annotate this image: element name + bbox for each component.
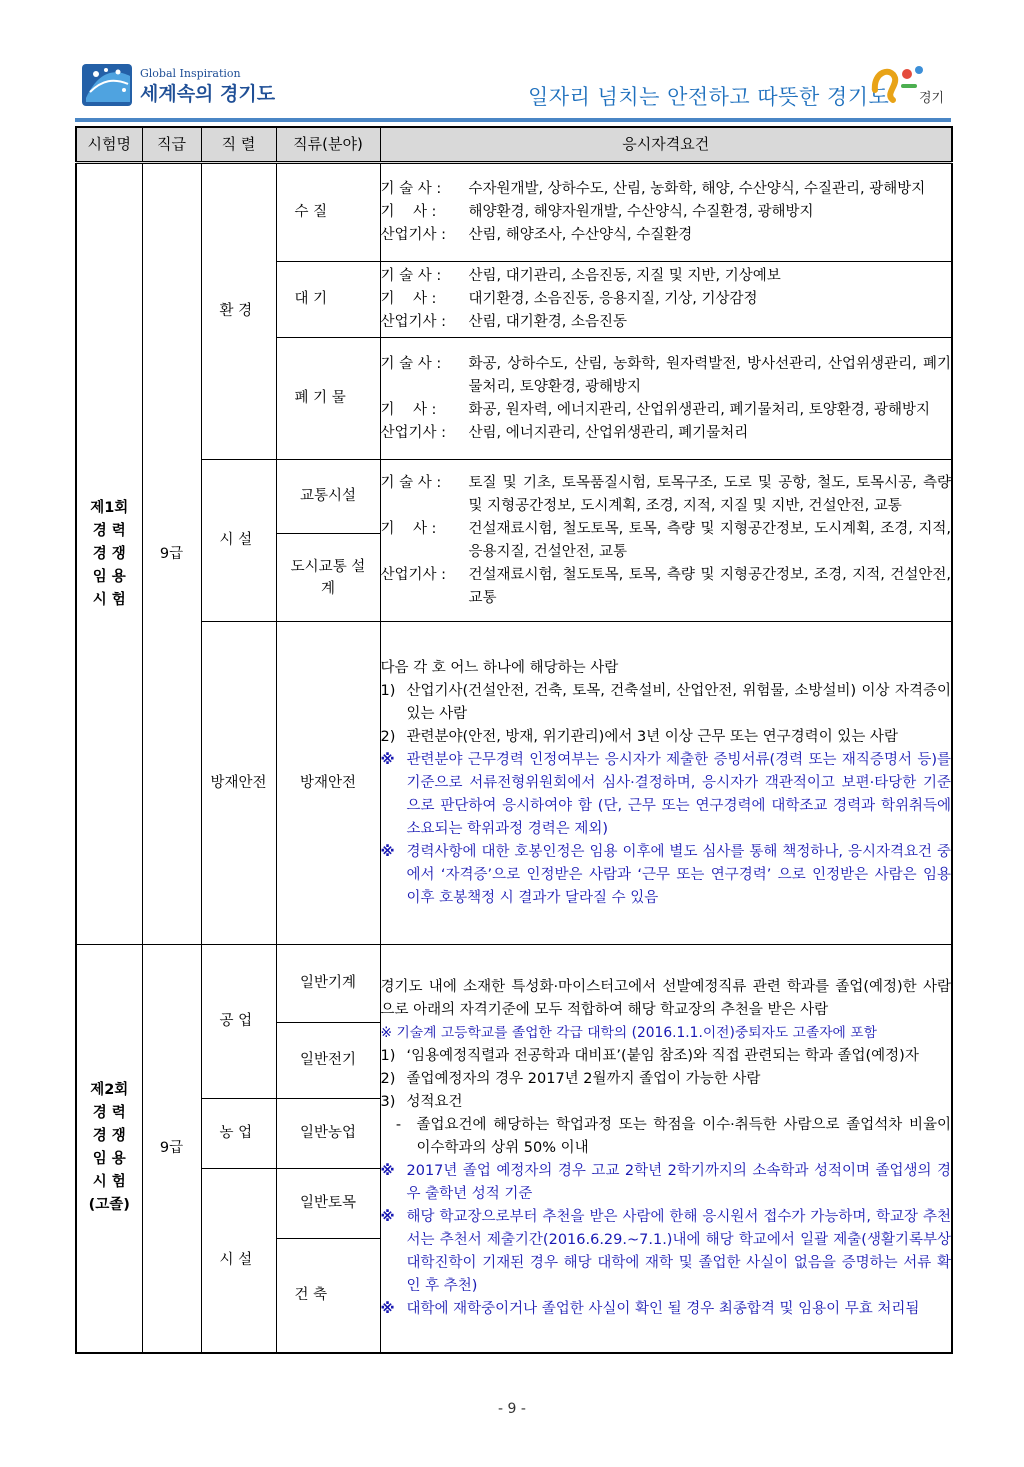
req-air: 기 술 사 : 산림, 대기관리, 소음진동, 지질 및 지반, 기상예보 기 사 : 대기환경, 소음진동, 응용지질, 기상, 기상감정 산업기사 : 산림, 대기환경, 소음진동: [380, 262, 952, 338]
series-facility-hs: 시 설: [201, 1169, 276, 1353]
class-waste: 폐 기 물: [276, 338, 380, 460]
table-row: [76, 460, 952, 534]
exam1-grade: 9급: [142, 163, 201, 945]
table-row: [76, 622, 952, 945]
header-requirements: 응시자격요건: [380, 127, 952, 163]
class-architecture: 건 축: [276, 1239, 380, 1353]
req-disaster: 다음 각 호 어느 하나에 해당하는 사람 1) 산업기사(건설안전, 건축, 토목, 건축설비, 산업안전, 위험물, 소방설비) 이상 자격증이 있는 사람 2) 관련분야(안전, 방재, 위기관리)에서 3년 이상 근무 또는 연구경력이 있는 사람 ※ 관련분야 근무경력 인정여부는 응시자가 제출한 증빙서류(경력 또는 재직증명서 등)를 기준으로 서류전형위원회에서 심사·결정하며, 응시자가 객관적이고 보편·타당한 기준으로 판단하여 응시하여야 함 (단, 근무 또는 연구경력에 대학조교 경력과 학위취득에 소요되는 학위과정 경력은 제외) ※ 경력사항에 대한 호봉인정은 임용 이후에 별도 심사를 통해 책정하나, 응시자격요건 중에서 ‘자격증’으로 인정받은 사람과 ‘근무 또는 연구경력’ 으로 인정받은 사람은 임용 이후 호봉책정 시 결과가 달라질 수 있음: [380, 622, 952, 945]
logo-tagline: Global Inspiration: [140, 67, 241, 80]
series-industry: 공 업: [201, 945, 276, 1099]
exam2-name: 제2회 경 력 경 쟁 임 용 시 험 (고졸): [76, 945, 142, 1353]
class-electrical: 일반전기: [276, 1023, 380, 1099]
header-slogan: 일자리 넘치는 안전하고 따뜻한 경기도: [528, 85, 890, 109]
header-class: 직류(분야): [276, 127, 380, 163]
class-air: 대 기: [276, 262, 380, 338]
header-exam: 시험명: [76, 127, 142, 163]
qualification-table: [75, 126, 953, 1354]
page-number: - 9 -: [498, 1401, 526, 1417]
class-transport: 교통시설: [276, 460, 380, 534]
series-facility: 시 설: [201, 460, 276, 622]
class-civil: 일반토목: [276, 1169, 380, 1239]
series-agriculture: 농 업: [201, 1099, 276, 1169]
class-disaster: 방재안전: [276, 622, 380, 945]
table-header-row: [76, 127, 952, 163]
gyeonggi-mascot-icon: [869, 60, 951, 108]
req-water: 기 술 사 : 수자원개발, 상하수도, 산림, 농화학, 해양, 수산양식, 수질관리, 광해방지 기 사 : 해양환경, 해양자원개발, 수산양식, 수질환경, 광해방지 산업기사 : 산림, 해양조사, 수산양식, 수질환경: [380, 163, 952, 262]
req-facility: 기 술 사 : 토질 및 기초, 토목품질시험, 토목구조, 도로 및 공항, 철도, 토목시공, 측량 및 지형공간정보, 도시계획, 조경, 지적, 지질 및 지반, 건설안전, 교통 기 사 : 건설재료시험, 철도토목, 토목, 측량 및 지형공간정보, 도시계획, 조경, 지적, 응용지질, 건설안전, 교통 산업기사 : 건설재료시험, 철도토목, 토목, 측량 및 지형공간정보, 조경, 지적, 건설안전, 교통: [380, 460, 952, 622]
series-disaster: 방재안전: [201, 622, 276, 945]
exam1-name: 제1회 경 력 경 쟁 임 용 시 험: [76, 163, 142, 945]
class-agriculture: 일반농업: [276, 1099, 380, 1169]
page-header: [0, 0, 1024, 125]
class-water: 수 질: [276, 163, 380, 262]
table-row: [76, 163, 952, 262]
gyeonggi-logo-icon: [80, 58, 136, 108]
table-row: [76, 945, 952, 1023]
req-waste: 기 술 사 : 화공, 상하수도, 산림, 농화학, 원자력발전, 방사선관리, 산업위생관리, 폐기물처리, 토양환경, 광해방지 기 사 : 화공, 원자력, 에너지관리, 산업위생관리, 폐기물처리, 토양환경, 광해방지 산업기사 : 산림, 에너지관리, 산업위생관리, 폐기물처리: [380, 338, 952, 460]
req-highschool: 경기도 내에 소재한 특성화·마이스터고에서 선발예정직류 관련 학과를 졸업(예정)한 사람으로 아래의 자격기준에 모두 적합하여 해당 학교장의 추천을 받은 사람 ※ 기술계 고등학교를 졸업한 각급 대학의 (2016.1.1.이전)중퇴자도 고졸자에 포함 1) ‘임용예정직렬과 전공학과 대비표’(붙임 참조)와 직접 관련되는 학과 졸업(예정)자 2) 졸업예정자의 경우 2017년 2월까지 졸업이 가능한 사람 3) 성적요건 - 졸업요건에 해당하는 학업과정 또는 학점을 이수·취득한 사람으로 졸업석차 비율이 이수학과의 상위 50% 이내 ※ 2017년 졸업 예정자의 경우 고교 2학년 2학기까지의 소속학과 성적이며 졸업생의 경우 출학년 성적 기준 ※ 해당 학교장으로부터 추천을 받은 사람에 한해 응시원서 접수가 가능하며, 학교장 추천서는 추천서 제출기간(2016.6.29.~7.1.)내에 해당 학교에서 일괄 제출(생활기록부상 대학진학이 기재된 경우 해당 대학에 재학 및 졸업한 사실이 없음을 증명하는 서류 확인 후 추천) ※ 대학에 재학중이거나 졸업한 사실이 확인 될 경우 최종합격 및 임용이 무효 처리됨: [380, 945, 952, 1353]
logo-title: 세계속의 경기도: [140, 83, 276, 105]
exam2-grade: 9급: [142, 945, 201, 1353]
series-environment: 환 경: [201, 163, 276, 460]
deco-text: 경기: [919, 91, 945, 106]
class-mechanical: 일반기계: [276, 945, 380, 1023]
header-grade: 직급: [142, 127, 201, 163]
header-series: 직 렬: [201, 127, 276, 163]
class-urban-transport: 도시교통 설 계: [276, 534, 380, 622]
header-divider: [75, 118, 951, 122]
